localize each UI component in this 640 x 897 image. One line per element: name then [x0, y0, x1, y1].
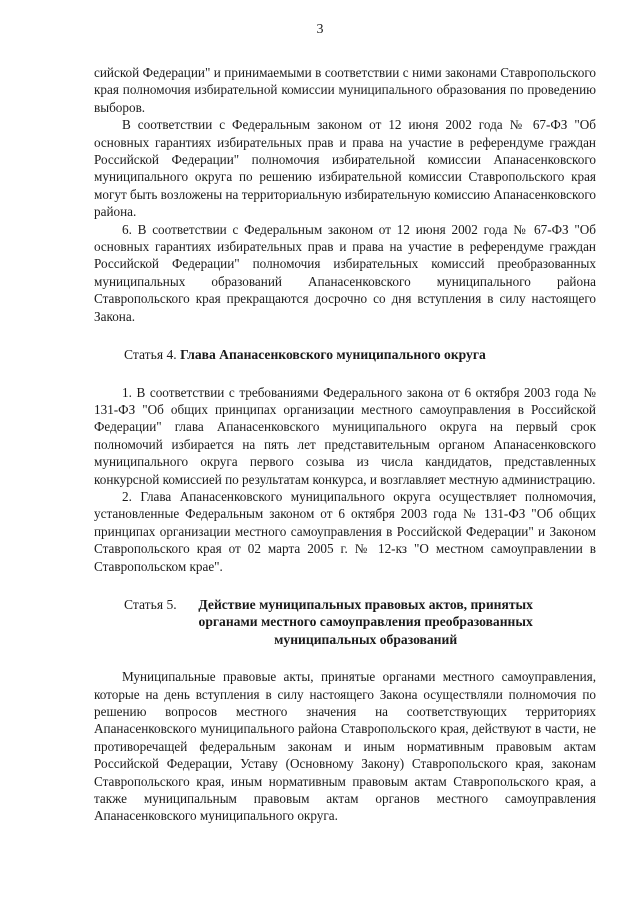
document-body [94, 64, 596, 825]
article-5-label: Статья 5. [124, 596, 177, 612]
paragraph-6: 6. В соответствии с Федеральным законом от 12 июня 2002 года № 67-ФЗ "Об основных гарантиях избирательных прав и права на участие в референдуме граждан Российской Федерации" полномочия избирательных комиссий преобразованных муниципальных образований Апанасенковского муниципального района Ставропольского края прекращаются досрочно со дня вступления в силу настоящего Закона. [94, 221, 596, 324]
article-5-title: Действие муниципальных правовых актов, принятых органами местного самоуправления преобразованных муниципальных образований [198, 596, 533, 647]
article-4-paragraph-2: 2. Глава Апанасенковского муниципального округа осуществляет полномочия, установленные Федеральным законом от 6 октября 2003 года № 131-ФЗ "Об общих принципах организации местного самоуправления в Российской Федерации" и Законом Ставропольского края от 02 марта 2005 г. № 12-кз "О местном самоуправлении в Ставропольском крае". [94, 488, 596, 574]
article-5-paragraph-1: Муниципальные правовые акты, принятые органами местного самоуправления, которые на день вступления в силу настоящего Закона осуществляли полномочия по решению вопросов местного значения на соответствующих территориях Апанасенковского муниципального района Ставропольского края, действуют в части, не противоречащей федеральным законам и иным нормативным правовым актам Российской Федерации, Уставу (Основному Закону) Ставропольского края, законам Ставропольского края, иным нормативным правовым актам Ставропольского края, а также муниципальным правовым актам органов местного самоуправления Апанасенковского муниципального округа. [94, 669, 596, 824]
article-4-heading [94, 346, 596, 363]
article-4-title: Глава Апанасенковского муниципального округа [180, 347, 486, 363]
article-4-label: Статья 4. [124, 347, 177, 363]
article-4-paragraph-1: 1. В соответствии с требованиями Федерального закона от 6 октября 2003 года № 131-ФЗ "Об общих принципах организации местного самоуправления в Российской Федерации" глава Апанасенковского муниципального округа на первый срок полномочий избирается на пять лет представительным органом Апанасенковского муниципального округа первого созыва из числа кандидатов, представленных конкурсной комиссией по результатам конкурса, и возглавляет местную администрацию. [94, 384, 596, 487]
article-5-heading [94, 596, 596, 648]
paragraph-continuation: сийской Федерации" и принимаемыми в соответствии с ними законами Ставропольского края полномочия избирательной комиссии муниципального образования по проведению выборов. [94, 65, 596, 115]
page-number: 3 [316, 22, 324, 37]
paragraph-5-part: В соответствии с Федеральным законом от 12 июня 2002 года № 67-ФЗ "Об основных гарантиях избирательных прав и права на участие в референдуме граждан Российской Федерации" полномочия избирательной комиссии Апанасенковского муниципального округа по решению избирательной комиссии Ставропольского края могут быть возложены на территориальную избирательную комиссию Апанасенковского района. [94, 117, 596, 220]
